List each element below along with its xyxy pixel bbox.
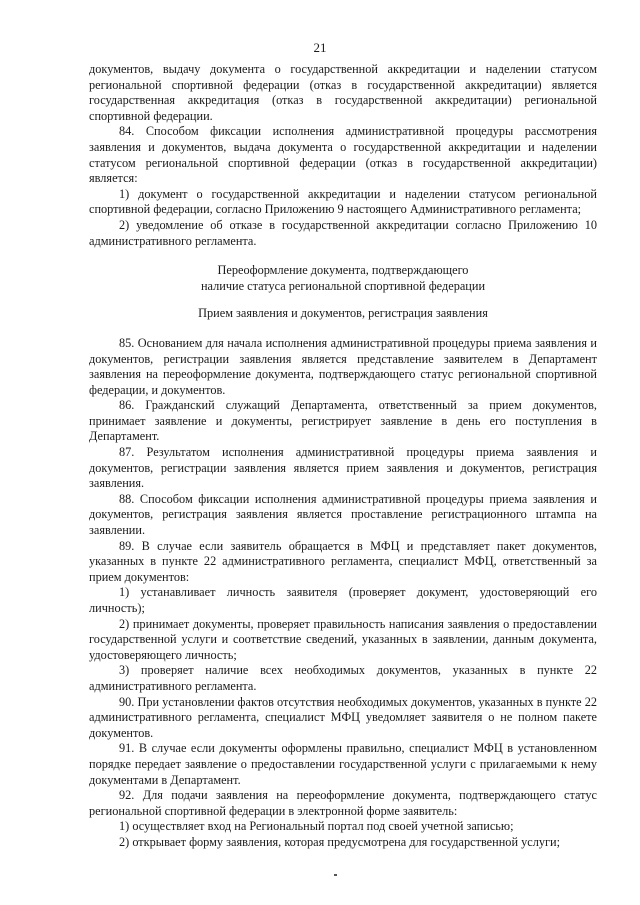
paragraph: 87. Результатом исполнения административной процедуры приема заявления и документов, регистрации заявления является прием заявления и документов, регистрация заявления.: [89, 445, 597, 491]
paragraph: 85. Основанием для начала исполнения административной процедуры приема заявления и документов, регистрации заявления является представление заявителем в Департамент заявления на переоформление документа, подтверждающего статус региональной спортивной федерации, и документов.: [89, 335, 597, 397]
list-item: 2) открывает форму заявления, которая предусмотрена для государственной услуги;: [119, 834, 561, 849]
section-heading-line-2: наличие статуса региональной спортивной федерации: [200, 278, 486, 293]
list-item: 2) принимает документы, проверяет правильность написания заявления о предоставлении государственной услуги и соответствие сведений, указанных в заявлении, данным документа, удостоверяющего личность;: [89, 616, 597, 662]
list-item: 1) документ о государственной аккредитации и наделении статусом региональной спортивной федерации, согласно Приложению 9 настоящего Административного регламента;: [89, 186, 597, 217]
paragraph: 92. Для подачи заявления на переоформление документа, подтверждающего статус региональной спортивной федерации в электронной форме заявитель:: [89, 788, 597, 818]
scan-speck: [334, 874, 337, 876]
paragraph: 88. Способом фиксации исполнения административной процедуры приема заявления и документов, регистрация заявления является проставление регистрационного штампа на заявлении.: [89, 491, 597, 538]
document-body: [89, 62, 597, 851]
section-heading-line-1: Переоформление документа, подтверждающего: [217, 263, 469, 278]
paragraph: документов, выдачу документа о государственной аккредитации и наделении статусом региональной спортивной федерации (отказ в государственной аккредитации) является государственная аккредитация (отказ в государственной аккредитации) региональной спортивной федерации.: [89, 62, 597, 123]
paragraph: 86. Гражданский служащий Департамента, ответственный за прием документов, принимает заявление и документы, регистрирует заявление в день его поступления в Департамент.: [89, 398, 597, 444]
list-item: 1) осуществляет вход на Региональный портал под своей учетной записью;: [119, 819, 514, 834]
list-item: 3) проверяет наличие всех необходимых документов, указанных в пункте 22 административного регламента.: [89, 663, 597, 693]
paragraph: 89. В случае если заявитель обращается в МФЦ и представляет пакет документов, указанных в пункте 22 административного регламента, специалист МФЦ, ответственный за прием документов:: [89, 538, 597, 584]
list-item: 1) устанавливает личность заявителя (проверяет документ, удостоверяющий его личность);: [89, 585, 597, 615]
paragraph: 91. В случае если документы оформлены правильно, специалист МФЦ в установленном порядке передает заявление о предоставлении государственной услуги с прилагаемыми к нему документами в Департамент.: [89, 741, 597, 787]
list-item: 2) уведомление об отказе в государственной аккредитации согласно Приложению 10 административного регламента.: [89, 217, 597, 248]
paragraph: 84. Способом фиксации исполнения административной процедуры рассмотрения заявления и документов, выдача документа о государственной аккредитации и наделении статусом региональной спортивной федерации (отказ в государственной аккредитации) является:: [89, 124, 597, 186]
subsection-heading: Прием заявления и документов, регистрация заявления: [198, 306, 488, 321]
page-number: 21: [313, 40, 327, 55]
paragraph: 90. При установлении фактов отсутствия необходимых документов, указанных в пункте 22 административного регламента, специалист МФЦ уведомляет заявителя о не полном пакете документов.: [89, 694, 597, 740]
